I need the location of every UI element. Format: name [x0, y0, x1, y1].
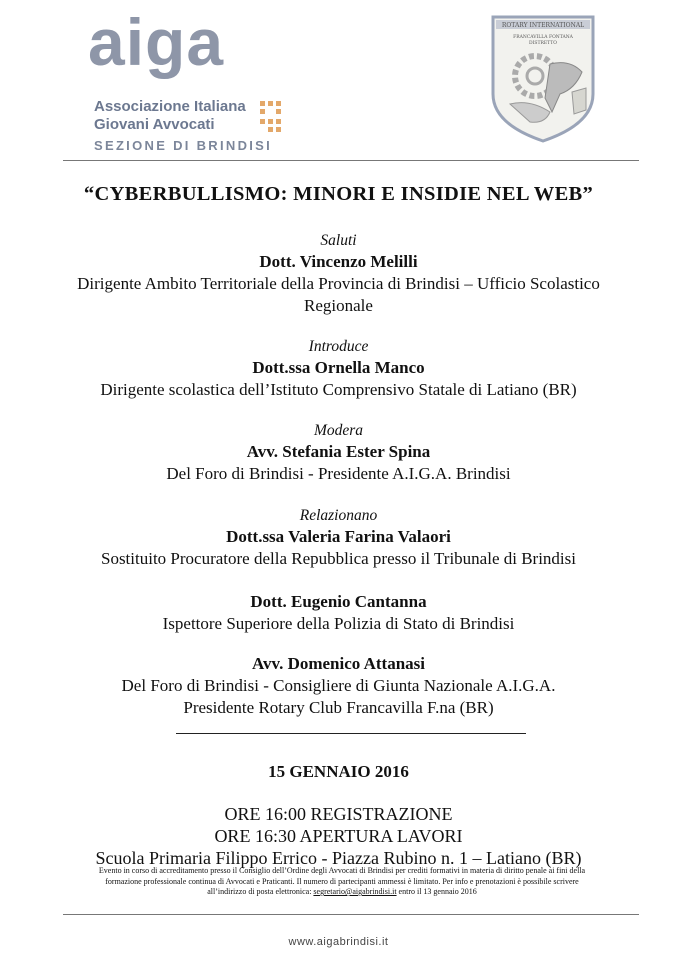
seal-text-middle: FRANCAVILLA FONTANA — [513, 35, 573, 40]
logo-line-lawyers: Giovani Avvocati — [94, 116, 215, 133]
speaker-name: Dott. Vincenzo Melilli — [259, 252, 418, 271]
role-label: Saluti — [320, 232, 357, 249]
speaker-description-cont: Presidente Rotary Club Francavilla F.na (BR) — [183, 698, 494, 717]
logo-line-association: Associazione Italiana — [94, 98, 246, 115]
accreditation-note — [82, 866, 602, 898]
speaker-description: Del Foro di Brindisi - Presidente A.I.G.A. Brindisi — [166, 464, 511, 483]
aiga-logo — [88, 5, 288, 153]
seal-text-top: ROTARY INTERNATIONAL — [501, 22, 585, 29]
speaker-name: Avv. Stefania Ester Spina — [246, 442, 431, 461]
logo-dots-icon — [260, 101, 290, 131]
speaker-name: Dott. Eugenio Cantanna — [250, 592, 427, 611]
logo-wordmark: aiga — [88, 5, 225, 79]
opening-time: ORE 16:30 APERTURA LAVORI — [214, 826, 463, 846]
logo-line-section: SEZIONE DI BRINDISI — [94, 138, 273, 153]
note-line-1: Evento in corso di accreditamento presso il Consiglio dell’Ordine degli Avvocati di Brindisi per crediti formativi in materia di diritto penale ai fini della — [98, 866, 586, 875]
rotary-seal-icon — [490, 14, 596, 144]
note-line-3 — [82, 887, 602, 898]
header-divider — [63, 160, 639, 161]
role-label: Relazionano — [299, 507, 378, 524]
speaker-name: Dott.ssa Valeria Farina Valaori — [226, 527, 451, 546]
event-schedule — [0, 803, 677, 869]
speaker-name: Dott.ssa Ornella Manco — [252, 358, 425, 377]
header — [0, 0, 677, 160]
speaker-description: Sostituito Procuratore della Repubblica presso il Tribunale di Brindisi — [100, 549, 576, 568]
section-modera — [0, 421, 677, 485]
note-line-3-post: entro il 13 gennaio 2016 — [396, 887, 477, 896]
note-line-3-pre: all’indirizzo di posta elettronica: — [207, 887, 314, 896]
registration-time: ORE 16:00 REGISTRAZIONE — [224, 804, 453, 824]
event-title: “CYBERBULLISMO: MINORI E INSIDIE NEL WEB” — [83, 183, 594, 205]
section-saluti — [0, 231, 677, 317]
website-link[interactable]: www.aigabrindisi.it — [288, 936, 389, 948]
speaker-description: Del Foro di Brindisi - Consigliere di Giunta Nazionale A.I.G.A. — [121, 676, 556, 695]
role-label: Introduce — [308, 338, 369, 355]
section-introduce — [0, 337, 677, 401]
seal-text-bottom: DISTRETTO — [529, 41, 557, 46]
role-label: Modera — [313, 422, 364, 439]
footer-divider — [63, 914, 639, 915]
speaker-attanasi — [0, 653, 677, 719]
speaker-cantanna — [0, 591, 677, 635]
section-divider — [176, 733, 526, 734]
note-line-2: formazione professionale continua di Avvocati e Praticanti. Il numero di partecipanti ammessi è limitato. Per info e prenotazioni è possibile scrivere — [105, 876, 579, 886]
speaker-description: Dirigente scolastica dell’Istituto Comprensivo Statale di Latiano (BR) — [100, 380, 577, 399]
speaker-description: Ispettore Superiore della Polizia di Stato di Brindisi — [162, 614, 515, 633]
event-venue: Scuola Primaria Filippo Errico - Piazza Rubino n. 1 – Latiano (BR) — [95, 848, 582, 868]
event-date: 15 GENNAIO 2016 — [268, 762, 409, 781]
contact-email-link[interactable]: segretario@aigabrindisi.it — [313, 887, 397, 896]
section-relazionano — [0, 506, 677, 570]
speaker-name: Avv. Domenico Attanasi — [252, 654, 425, 673]
speaker-description-cont: Regionale — [304, 296, 373, 315]
speaker-description: Dirigente Ambito Territoriale della Provincia di Brindisi – Ufficio Scolastico — [77, 274, 600, 293]
